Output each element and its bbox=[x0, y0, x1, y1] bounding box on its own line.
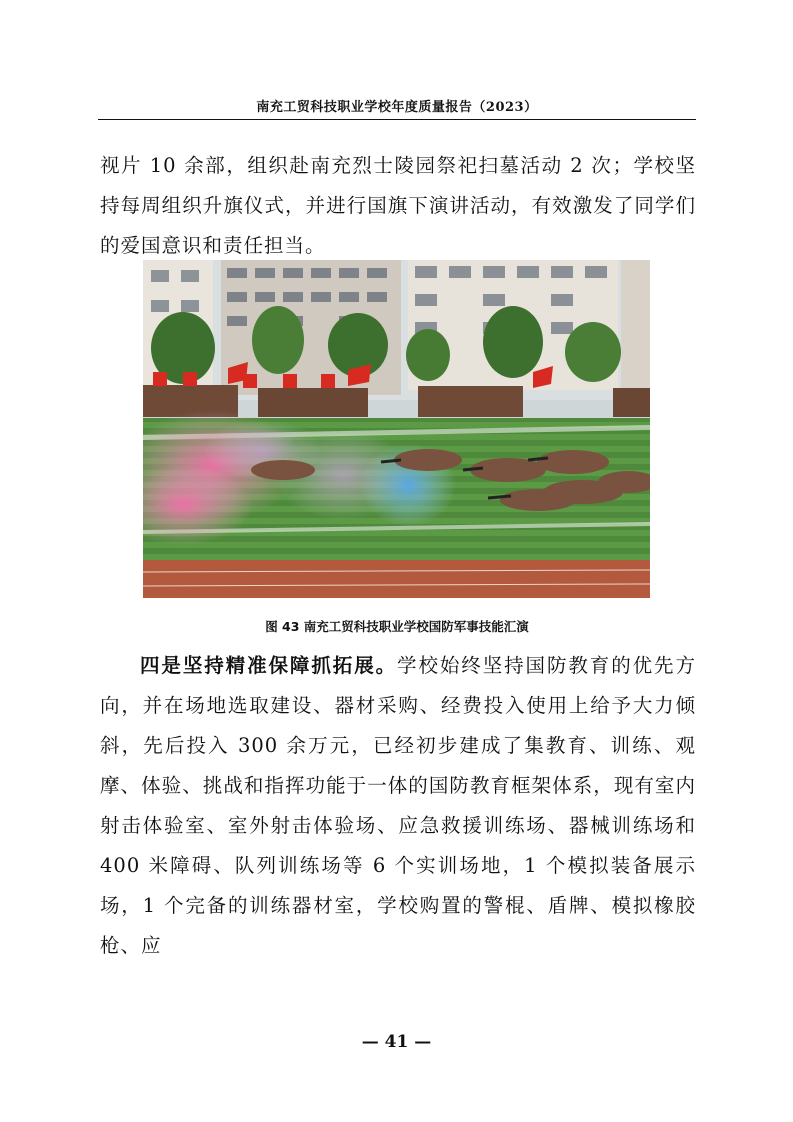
header-rule bbox=[98, 119, 696, 120]
paragraph-2-lead: 四是坚持精准保障抓拓展。 bbox=[140, 654, 398, 677]
figure-caption: 图 43 南充工贸科技职业学校国防军事技能汇演 bbox=[265, 619, 529, 634]
page-number: — 41 — bbox=[361, 1032, 432, 1052]
paragraph-2-body: 学校始终坚持国防教育的优先方向，并在场地选取建设、器材采购、经费投入使用上给予大力倾斜，先后投入 300 余万元，已经初步建成了集教育、训练、观摩、体验、挑战和指挥功能于一体的国防教育框架体系，现有室内射击体验室、室外射击体验场、应急救援训练场、器械训练场和 400 米障碍、队列训练场等 6 个实训场地，1 个模拟装备展示场，1 个完备的训练器材室，学校购置的警棍、盾牌、模拟橡胶枪、应 bbox=[100, 654, 696, 957]
paragraph-1: 视片 10 余部，组织赴南充烈士陵园祭祀扫墓活动 2 次；学校坚持每周组织升旗仪式，并进行国旗下演讲活动，有效激发了同学们的爱国意识和责任担当。 bbox=[100, 154, 696, 257]
paragraph-2 bbox=[100, 646, 696, 966]
report-header-title: 南充工贸科技职业学校年度质量报告（2023） bbox=[256, 100, 538, 115]
figure-photo bbox=[143, 260, 650, 598]
